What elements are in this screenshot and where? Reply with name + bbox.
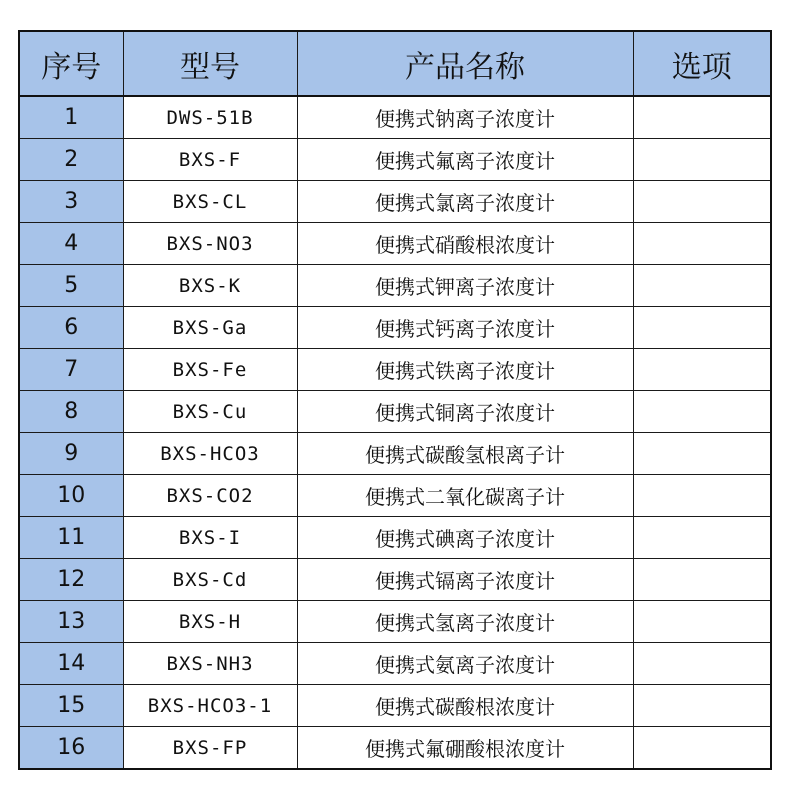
row-model: BXS-F bbox=[123, 139, 297, 181]
table-row bbox=[19, 307, 771, 349]
row-option[interactable] bbox=[633, 223, 771, 265]
row-model: BXS-Fe bbox=[123, 349, 297, 391]
row-option[interactable] bbox=[633, 96, 771, 139]
row-option[interactable] bbox=[633, 559, 771, 601]
header-option: 选项 bbox=[633, 31, 771, 96]
table-row bbox=[19, 559, 771, 601]
row-product-name: 便携式二氧化碳离子计 bbox=[297, 475, 633, 517]
row-no: 12 bbox=[19, 559, 123, 601]
row-no: 2 bbox=[19, 139, 123, 181]
table-row bbox=[19, 475, 771, 517]
row-no: 6 bbox=[19, 307, 123, 349]
row-option[interactable] bbox=[633, 685, 771, 727]
table-row bbox=[19, 391, 771, 433]
row-no: 3 bbox=[19, 181, 123, 223]
row-no: 13 bbox=[19, 601, 123, 643]
row-product-name: 便携式镉离子浓度计 bbox=[297, 559, 633, 601]
header-name: 产品名称 bbox=[297, 31, 633, 96]
row-product-name: 便携式氟硼酸根浓度计 bbox=[297, 727, 633, 770]
row-product-name: 便携式钙离子浓度计 bbox=[297, 307, 633, 349]
table-body bbox=[19, 96, 771, 769]
row-no: 11 bbox=[19, 517, 123, 559]
row-product-name: 便携式钠离子浓度计 bbox=[297, 96, 633, 139]
table-row bbox=[19, 265, 771, 307]
row-no: 10 bbox=[19, 475, 123, 517]
row-no: 8 bbox=[19, 391, 123, 433]
row-product-name: 便携式硝酸根浓度计 bbox=[297, 223, 633, 265]
table-row bbox=[19, 223, 771, 265]
row-no: 9 bbox=[19, 433, 123, 475]
row-product-name: 便携式氯离子浓度计 bbox=[297, 181, 633, 223]
row-model: BXS-Cd bbox=[123, 559, 297, 601]
row-no: 16 bbox=[19, 727, 123, 770]
row-option[interactable] bbox=[633, 727, 771, 770]
table-row bbox=[19, 601, 771, 643]
row-option[interactable] bbox=[633, 391, 771, 433]
row-model: BXS-HCO3 bbox=[123, 433, 297, 475]
row-model: BXS-FP bbox=[123, 727, 297, 770]
table-row bbox=[19, 727, 771, 770]
row-option[interactable] bbox=[633, 265, 771, 307]
row-product-name: 便携式钾离子浓度计 bbox=[297, 265, 633, 307]
row-product-name: 便携式碘离子浓度计 bbox=[297, 517, 633, 559]
row-option[interactable] bbox=[633, 139, 771, 181]
row-model: BXS-Cu bbox=[123, 391, 297, 433]
header-model: 型号 bbox=[123, 31, 297, 96]
table-row bbox=[19, 139, 771, 181]
row-no: 14 bbox=[19, 643, 123, 685]
table-header bbox=[19, 31, 771, 96]
row-model: BXS-I bbox=[123, 517, 297, 559]
row-no: 1 bbox=[19, 96, 123, 139]
row-model: BXS-Ga bbox=[123, 307, 297, 349]
row-option[interactable] bbox=[633, 181, 771, 223]
product-table-container bbox=[18, 30, 770, 770]
row-option[interactable] bbox=[633, 643, 771, 685]
header-no: 序号 bbox=[19, 31, 123, 96]
row-product-name: 便携式氟离子浓度计 bbox=[297, 139, 633, 181]
table-row bbox=[19, 685, 771, 727]
row-option[interactable] bbox=[633, 433, 771, 475]
row-product-name: 便携式碳酸根浓度计 bbox=[297, 685, 633, 727]
row-option[interactable] bbox=[633, 475, 771, 517]
row-model: BXS-K bbox=[123, 265, 297, 307]
row-option[interactable] bbox=[633, 307, 771, 349]
table-row bbox=[19, 181, 771, 223]
table-row bbox=[19, 433, 771, 475]
row-no: 5 bbox=[19, 265, 123, 307]
row-model: BXS-CL bbox=[123, 181, 297, 223]
table-row bbox=[19, 517, 771, 559]
table-row bbox=[19, 643, 771, 685]
row-no: 7 bbox=[19, 349, 123, 391]
row-product-name: 便携式铜离子浓度计 bbox=[297, 391, 633, 433]
row-product-name: 便携式氨离子浓度计 bbox=[297, 643, 633, 685]
row-no: 4 bbox=[19, 223, 123, 265]
row-product-name: 便携式碳酸氢根离子计 bbox=[297, 433, 633, 475]
row-model: BXS-NH3 bbox=[123, 643, 297, 685]
row-no: 15 bbox=[19, 685, 123, 727]
row-option[interactable] bbox=[633, 349, 771, 391]
row-product-name: 便携式氢离子浓度计 bbox=[297, 601, 633, 643]
row-model: BXS-NO3 bbox=[123, 223, 297, 265]
row-model: BXS-CO2 bbox=[123, 475, 297, 517]
row-model: BXS-H bbox=[123, 601, 297, 643]
row-option[interactable] bbox=[633, 517, 771, 559]
row-model: BXS-HCO3-1 bbox=[123, 685, 297, 727]
table-row bbox=[19, 96, 771, 139]
row-model: DWS-51B bbox=[123, 96, 297, 139]
product-table bbox=[18, 30, 772, 770]
header-row bbox=[19, 31, 771, 96]
row-option[interactable] bbox=[633, 601, 771, 643]
table-row bbox=[19, 349, 771, 391]
row-product-name: 便携式铁离子浓度计 bbox=[297, 349, 633, 391]
